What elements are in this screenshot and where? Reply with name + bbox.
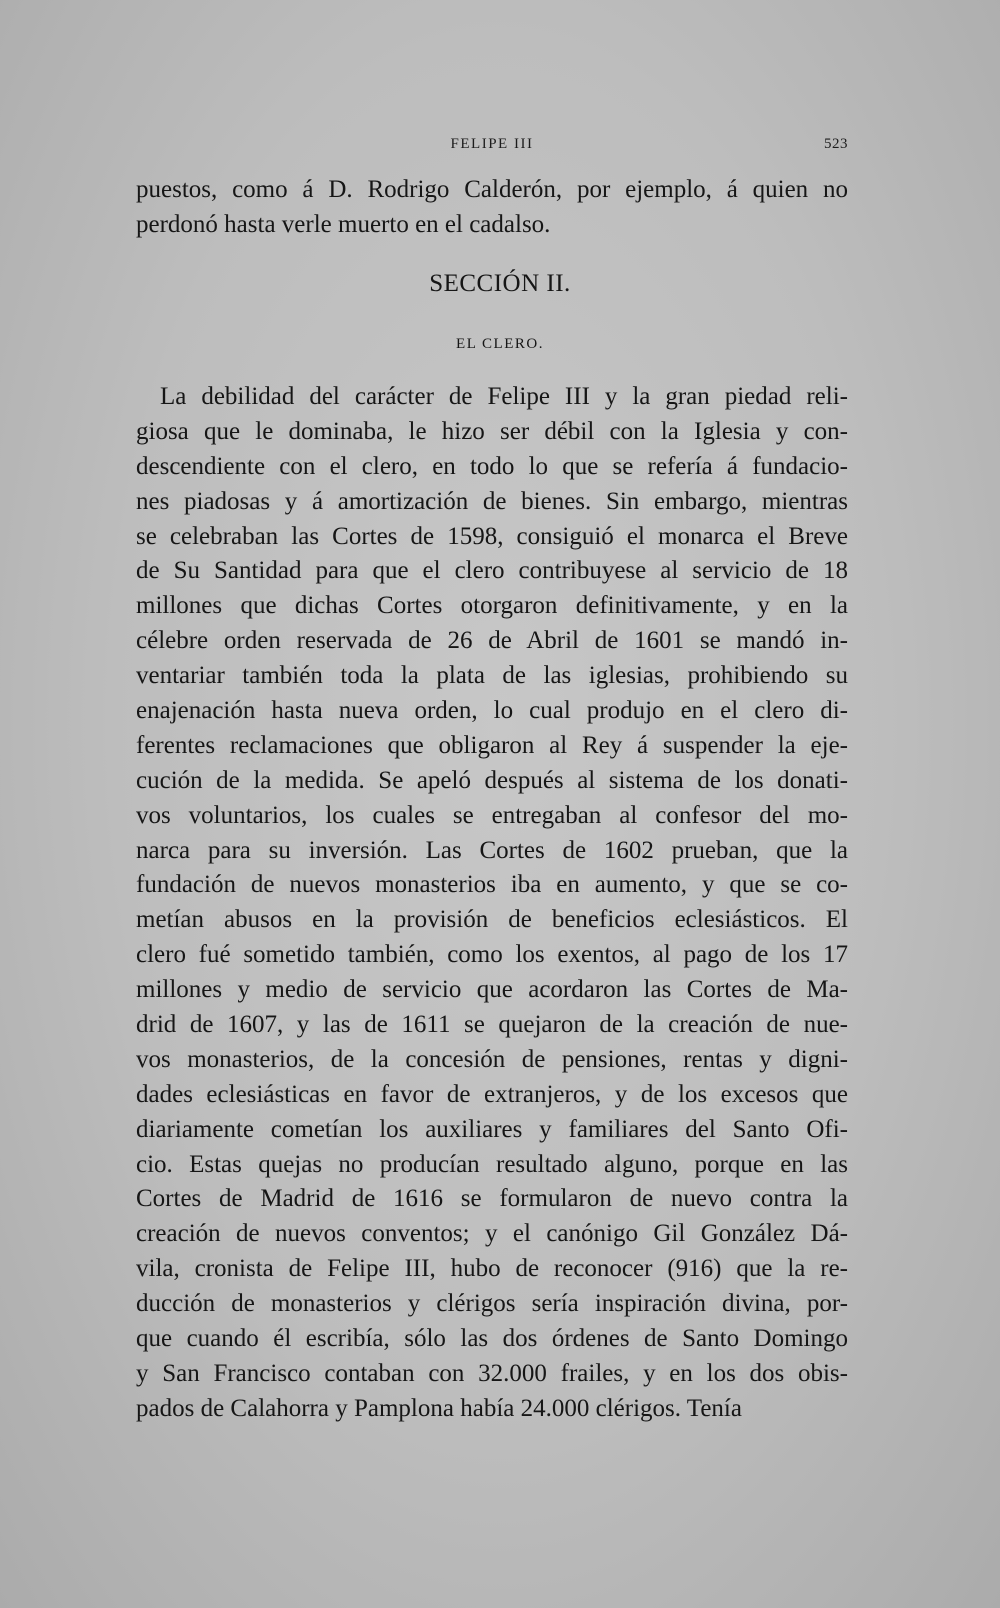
text-line: y San Francisco contaban con 32.000 frailes, y en los dos obis-	[136, 1359, 848, 1387]
text-line: fundación de nuevos monasterios iba en aumento, y que se co-	[136, 871, 848, 899]
section-heading: SECCIÓN II.	[429, 270, 571, 297]
text-line: metían abusos en la provisión de beneficios eclesiásticos. El	[136, 906, 848, 934]
text-line: millones que dichas Cortes otorgaron definitivamente, y en la	[136, 592, 848, 620]
text-line: ventariar también toda la plata de las iglesias, prohibiendo su	[136, 662, 848, 690]
body-paragraph	[136, 380, 848, 1427]
text-line: Cortes de Madrid de 1616 se formularon de nuevo contra la	[136, 1185, 848, 1213]
page-number: 523	[824, 136, 848, 152]
text-line: creación de nuevos conventos; y el canónigo Gil González Dá-	[136, 1220, 848, 1248]
section-subheading: EL CLERO.	[456, 336, 544, 352]
text-line: vila, cronista de Felipe III, hubo de reconocer (916) que la re-	[136, 1255, 848, 1283]
text-line: vos monasterios, de la concesión de pensiones, rentas y digni-	[136, 1045, 848, 1073]
text-line: narca para su inversión. Las Cortes de 1602 prueban, que la	[136, 836, 848, 864]
text-line: célebre orden reservada de 26 de Abril de 1601 se mandó in-	[136, 627, 848, 655]
text-line: enajenación hasta nueva orden, lo cual produjo en el clero di-	[136, 697, 848, 725]
text-line: giosa que le dominaba, le hizo ser débil con la Iglesia y con-	[136, 417, 848, 445]
opening-paragraph	[136, 172, 848, 242]
text-line: cución de la medida. Se apeló después al sistema de los donati-	[136, 766, 848, 794]
text-line: ferentes reclamaciones que obligaron al Rey á suspender la eje-	[136, 731, 848, 759]
text-line: nes piadosas y á amortización de bienes. Sin embargo, mientras	[136, 487, 848, 515]
text-line: millones y medio de servicio que acordaron las Cortes de Ma-	[136, 976, 848, 1004]
running-head-title: FELIPE III	[450, 136, 534, 152]
text-line: que cuando él escribía, sólo las dos órdenes de Santo Domingo	[136, 1325, 848, 1353]
text-line: puestos, como á D. Rodrigo Calderón, por ejemplo, á quien no	[136, 176, 848, 203]
text-line: ducción de monasterios y clérigos sería inspiración divina, por-	[136, 1290, 848, 1318]
text-line: de Su Santidad para que el clero contribuyese al servicio de 18	[136, 557, 848, 585]
text-line: descendiente con el clero, en todo lo que se refería á fundacio-	[136, 452, 848, 480]
text-line: La debilidad del carácter de Felipe III y la gran piedad reli-	[160, 383, 848, 410]
text-line: clero fué sometido también, como los exentos, al pago de los 17	[136, 941, 848, 969]
text-line: se celebraban las Cortes de 1598, consiguió el monarca el Breve	[136, 522, 848, 550]
text-line: dades eclesiásticas en favor de extranjeros, y de los excesos que	[136, 1080, 848, 1108]
text-line: diariamente cometían los auxiliares y familiares del Santo Ofi-	[136, 1115, 848, 1143]
running-head	[136, 136, 848, 160]
text-line: cio. Estas quejas no producían resultado alguno, porque en las	[136, 1150, 848, 1178]
text-line: perdonó hasta verle muerto en el cadalso.	[136, 211, 551, 239]
text-line: drid de 1607, y las de 1611 se quejaron de la creación de nue-	[136, 1011, 848, 1039]
text-line: vos voluntarios, los cuales se entregaban al confesor del mo-	[136, 801, 848, 829]
text-line: pados de Calahorra y Pamplona había 24.000 clérigos. Tenía	[136, 1394, 742, 1422]
